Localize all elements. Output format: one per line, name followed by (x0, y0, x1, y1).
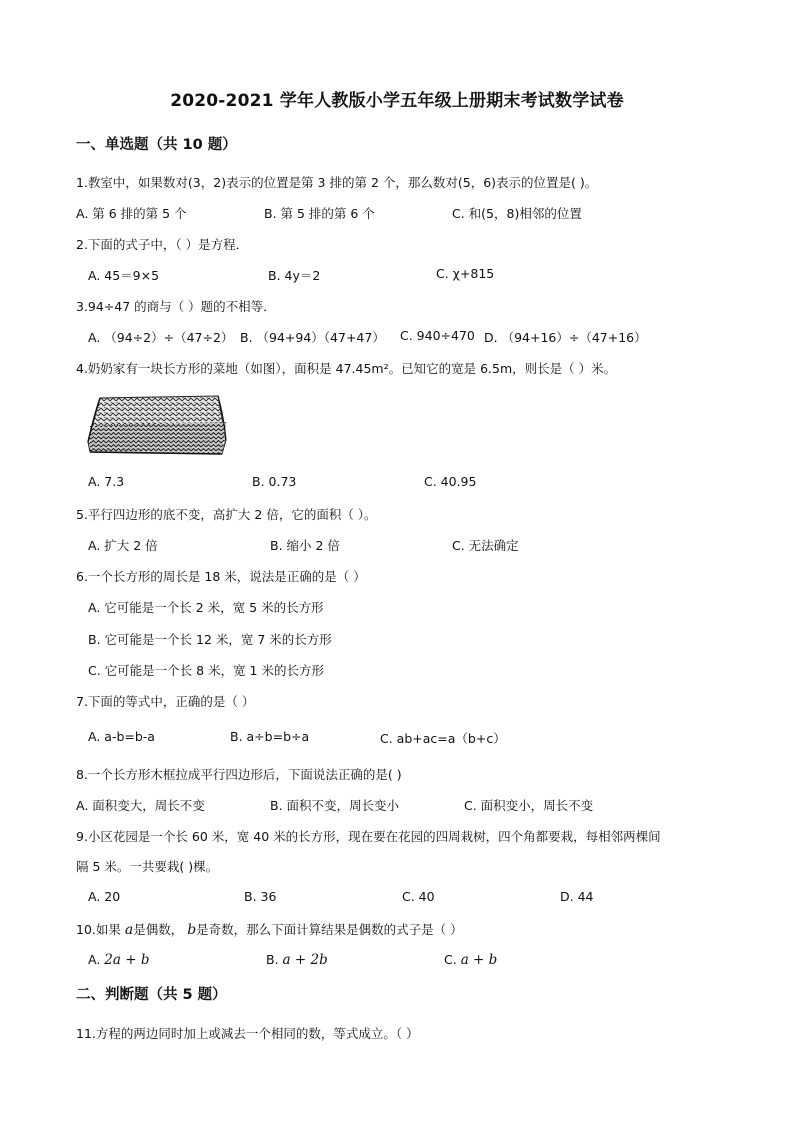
option-d[interactable]: D. 44 (560, 889, 594, 904)
question-1: 1.教室中，如果数对(3，2)表示的位置是第 3 排的第 2 个，那么数对(5，6)表示的位置是( )。 (76, 175, 598, 190)
question-8: 8.一个长方形木框拉成平行四边形后，下面说法正确的是( ) (76, 767, 402, 782)
vegetable-field-image (86, 392, 228, 458)
option-c[interactable]: C. 面积变小，周长不变 (464, 798, 594, 813)
question-8-options (0, 796, 794, 812)
option-c[interactable]: C. 40 (402, 889, 435, 904)
question-11: 11.方程的两边同时加上或减去一个相同的数，等式成立。（ ） (76, 1026, 419, 1041)
option-a[interactable]: A. 它可能是一个长 2 米，宽 5 米的长方形 (88, 600, 324, 615)
question-2: 2.下面的式子中，（ ）是方程． (76, 237, 249, 252)
option-b[interactable]: B. 0.73 (252, 474, 297, 489)
question-9-line-1: 9.小区花园是一个长 60 米，宽 40 米的长方形，现在要在花园的四周栽树，四个角都要栽，每相邻两棵间 (76, 829, 661, 844)
option-b[interactable]: B. 缩小 2 倍 (270, 538, 340, 553)
page-title: 2020-2021 学年人教版小学五年级上册期末考试数学试卷 (170, 91, 624, 111)
question-4: 4.奶奶家有一块长方形的菜地（如图），面积是 47.45m²。已知它的宽是 6.5m，则长是（ ）米。 (76, 361, 617, 376)
option-a[interactable]: A. 面积变大，周长不变 (76, 798, 205, 813)
option-c[interactable]: C. 它可能是一个长 8 米，宽 1 米的长方形 (88, 663, 324, 678)
question-9-line-2: 隔 5 米。一共要栽( )棵。 (76, 859, 219, 874)
option-a[interactable]: A. 20 (88, 889, 121, 904)
option-a[interactable]: A. a-b=b-a (88, 729, 155, 744)
option-c-expression: a + b (460, 952, 498, 968)
question-9-options (0, 889, 794, 905)
option-a[interactable] (88, 952, 149, 968)
question-5: 5.平行四边形的底不变，高扩大 2 倍，它的面积（ ）。 (76, 507, 377, 522)
question-3: 3.94÷47 的商与（ ）题的不相等． (76, 299, 276, 314)
option-b[interactable]: B. 第 5 排的第 6 个 (264, 206, 375, 221)
option-c[interactable]: C. 40.95 (424, 474, 477, 489)
option-b[interactable]: B. （94+94）（47+47） (240, 330, 385, 345)
question-4-options (0, 474, 794, 490)
section-heading-single-choice: 一、单选题（共 10 题） (76, 137, 237, 153)
option-c[interactable]: C. 无法确定 (452, 538, 519, 553)
question-10-prefix: 10.如果 (76, 922, 125, 937)
option-a[interactable]: A. （94÷2）÷（47÷2） (88, 330, 234, 345)
option-b[interactable]: B. 面积不变，周长变小 (270, 798, 400, 813)
section-heading-true-false: 二、判断题（共 5 题） (76, 987, 227, 1003)
option-b[interactable]: B. 4y＝2 (268, 268, 321, 283)
option-b[interactable]: B. 36 (244, 889, 277, 904)
option-b[interactable]: B. a÷b=b÷a (230, 729, 310, 744)
option-d[interactable]: D. （94+16）÷（47+16） (484, 330, 647, 345)
option-c[interactable]: C. 和(5，8)相邻的位置 (452, 206, 582, 221)
variable-b: b (187, 922, 197, 938)
option-c[interactable]: C. 940÷470 (400, 328, 475, 343)
option-a[interactable]: A. 45＝9×5 (88, 268, 160, 283)
question-2-options (0, 266, 794, 282)
question-7-options (0, 729, 794, 745)
question-1-options (0, 204, 794, 220)
option-c[interactable] (444, 952, 497, 968)
option-c-label: C. (444, 952, 457, 967)
question-10-mid: 是偶数， (133, 922, 188, 937)
question-10 (76, 920, 463, 938)
option-b-expression: a + 2b (282, 952, 328, 968)
option-c[interactable]: C. ab+ac=a（b+c） (380, 731, 506, 746)
option-a[interactable]: A. 扩大 2 倍 (88, 538, 158, 553)
question-7: 7.下面的等式中，正确的是（ ） (76, 694, 255, 709)
option-b[interactable]: B. 它可能是一个长 12 米，宽 7 米的长方形 (88, 632, 332, 647)
variable-a: a (124, 922, 134, 938)
question-3-options (0, 328, 794, 344)
question-5-options (0, 536, 794, 552)
question-10-suffix: 是奇数，那么下面计算结果是偶数的式子是（ ） (196, 922, 463, 937)
option-c[interactable]: C. χ+815 (436, 266, 495, 281)
option-a-label: A. (88, 952, 101, 967)
option-b-label: B. (266, 952, 279, 967)
question-10-options (0, 952, 794, 968)
option-a[interactable]: A. 第 6 排的第 5 个 (76, 206, 187, 221)
question-6: 6.一个长方形的周长是 18 米，说法是正确的是（ ） (76, 569, 366, 584)
option-b[interactable] (266, 952, 328, 968)
option-a[interactable]: A. 7.3 (88, 474, 125, 489)
option-a-expression: 2a + b (104, 952, 150, 968)
